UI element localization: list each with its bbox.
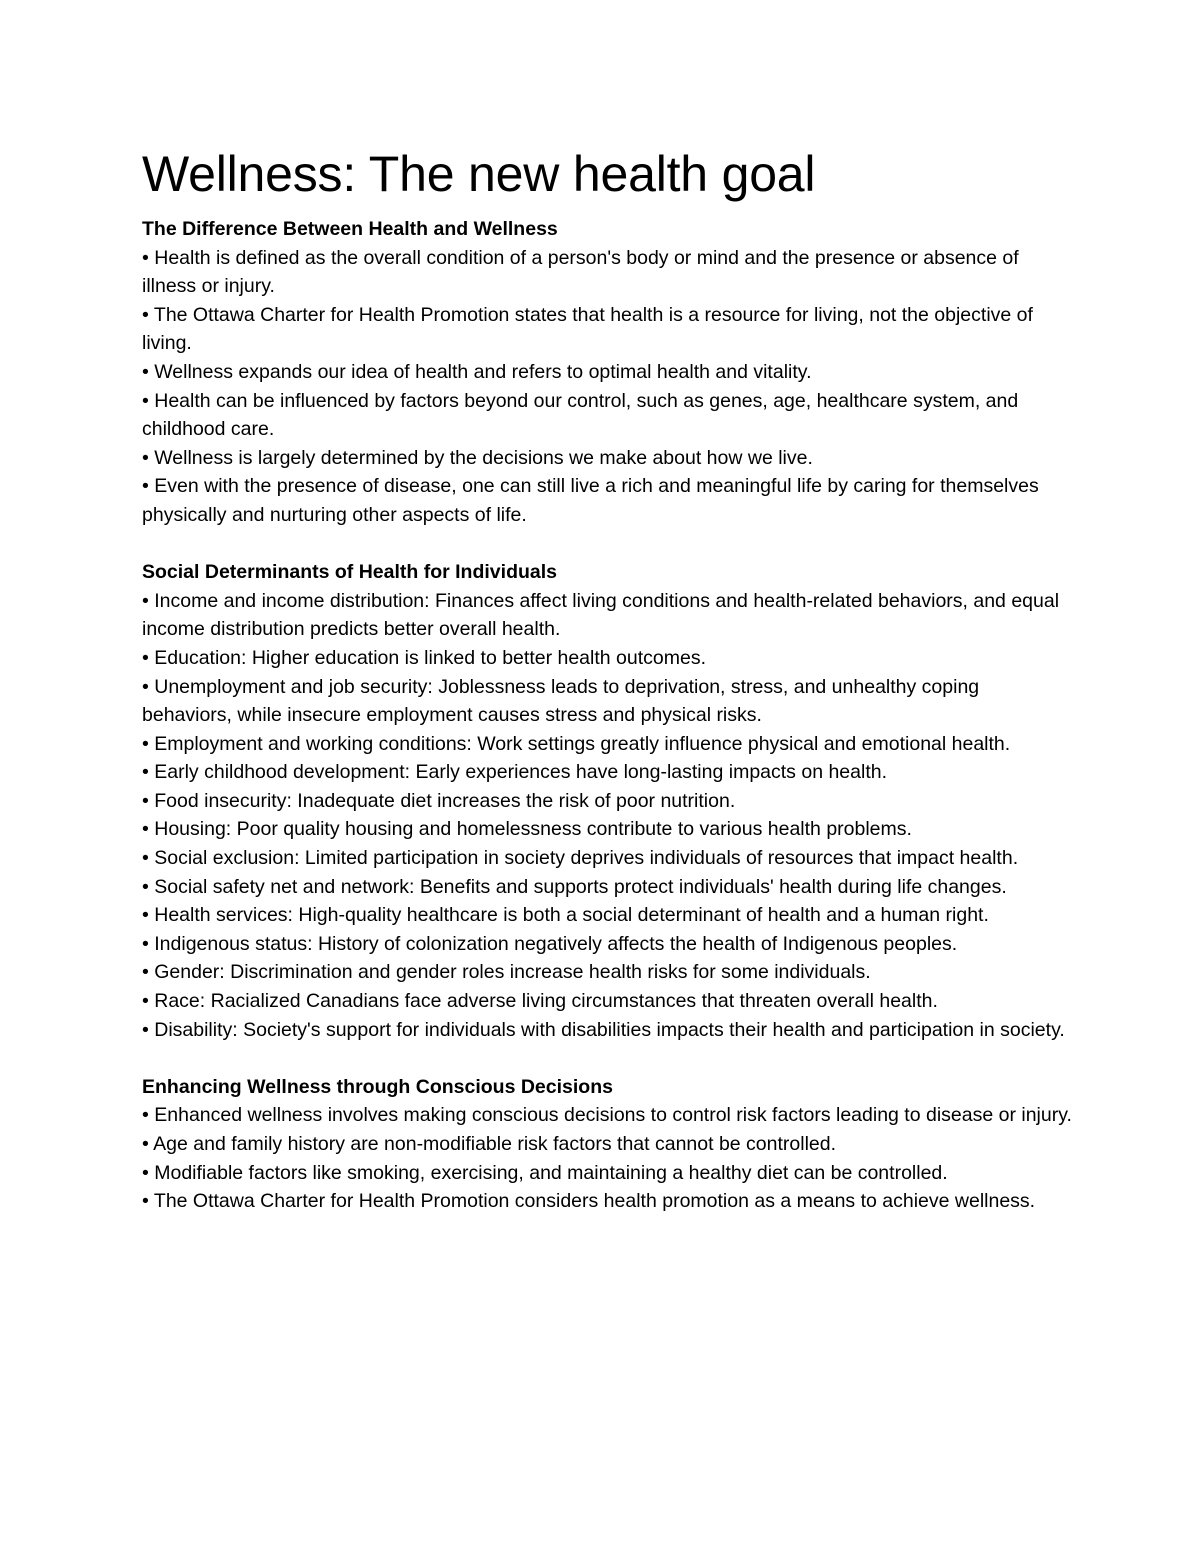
- list-item: [142, 958, 1072, 987]
- list-item: [142, 1101, 1072, 1130]
- list-item: [142, 1016, 1072, 1045]
- bullet-icon: •: [142, 990, 155, 1013]
- list-item: [142, 930, 1072, 959]
- bullet-icon: •: [142, 589, 155, 612]
- list-item: [142, 987, 1072, 1016]
- bullet-icon: •: [142, 246, 155, 269]
- bullet-list: [142, 587, 1072, 1045]
- list-item-text: Wellness expands our idea of health and refers to optimal health and vitality.: [154, 360, 812, 383]
- list-item-text: Social exclusion: Limited participation in society deprives individuals of resources that impact health.: [154, 847, 1019, 870]
- section-heading: Enhancing Wellness through Conscious Decisions: [142, 1075, 613, 1098]
- bullet-icon: •: [142, 1104, 155, 1127]
- bullet-icon: •: [142, 303, 154, 326]
- list-item-text: Unemployment and job security: Joblessness leads to deprivation, stress, and unhealthy coping behaviors, while insecure employment causes stress and physical risks.: [142, 675, 980, 727]
- bullet-icon: •: [142, 675, 155, 698]
- list-item-text: Food insecurity: Inadequate diet increases the risk of poor nutrition.: [154, 789, 736, 812]
- bullet-icon: •: [142, 1190, 154, 1213]
- bullet-icon: •: [142, 847, 155, 870]
- list-item-text: Gender: Discrimination and gender roles increase health risks for some individuals.: [154, 961, 871, 984]
- list-item: [142, 644, 1072, 673]
- list-item-text: Health can be influenced by factors beyond our control, such as genes, age, healthcare system, and childhood care.: [142, 389, 1019, 441]
- bullet-icon: •: [142, 818, 155, 841]
- bullet-list: [142, 1101, 1072, 1215]
- list-item-text: Enhanced wellness involves making conscious decisions to control risk factors leading to disease or injury.: [154, 1104, 1072, 1127]
- bullet-icon: •: [142, 360, 155, 383]
- list-item-text: Even with the presence of disease, one can still live a rich and meaningful life by caring for themselves physically and nurturing other aspects of life.: [142, 475, 1039, 526]
- bullet-icon: •: [142, 646, 155, 669]
- bullet-icon: •: [142, 1133, 154, 1155]
- list-item: [142, 1187, 1072, 1216]
- list-item-text: Wellness is largely determined by the decisions we make about how we live.: [154, 446, 813, 469]
- list-item: [142, 472, 1072, 529]
- list-item: [142, 358, 1072, 387]
- list-item-text: Age and family history are non-modifiable risk factors that cannot be controlled.: [153, 1133, 837, 1155]
- list-item-text: Income and income distribution: Finances affect living conditions and health-related behaviors, and equal income distribution predicts better overall health.: [142, 589, 1060, 641]
- list-item: [142, 873, 1072, 902]
- bullet-icon: •: [142, 904, 155, 927]
- list-item-text: Modifiable factors like smoking, exercising, and maintaining a healthy diet can be controlled.: [154, 1161, 948, 1184]
- list-item: [142, 758, 1072, 787]
- bullet-icon: •: [142, 1161, 155, 1184]
- list-item-text: The Ottawa Charter for Health Promotion states that health is a resource for living, not the objective of living.: [142, 303, 1033, 355]
- list-item: [142, 844, 1072, 873]
- list-item: [142, 730, 1072, 759]
- list-item-text: Early childhood development: Early experiences have long-lasting impacts on health.: [154, 761, 888, 784]
- bullet-icon: •: [142, 475, 155, 498]
- list-item: [142, 301, 1072, 358]
- section-heading: Social Determinants of Health for Individuals: [142, 561, 557, 584]
- list-item: [142, 444, 1072, 473]
- document-title: Wellness: The new health goal: [142, 146, 816, 202]
- list-item: [142, 587, 1072, 644]
- bullet-icon: •: [142, 732, 155, 755]
- bullet-icon: •: [142, 1018, 155, 1041]
- bullet-icon: •: [142, 875, 155, 898]
- section-heading: The Difference Between Health and Wellness: [142, 218, 558, 240]
- section-spacer: [142, 530, 1072, 559]
- list-item-text: Health services: High-quality healthcare is both a social determinant of health and a human right.: [154, 904, 989, 927]
- bullet-list: [142, 244, 1072, 530]
- list-item: [142, 1130, 1072, 1159]
- list-item-text: Disability: Society's support for individuals with disabilities impacts their health and participation in society.: [154, 1018, 1065, 1041]
- section: [142, 1073, 1072, 1216]
- list-item: [142, 1159, 1072, 1188]
- list-item-text: Indigenous status: History of colonization negatively affects the health of Indigenous peoples.: [154, 932, 958, 955]
- bullet-icon: •: [142, 961, 155, 984]
- list-item-text: Education: Higher education is linked to better health outcomes.: [154, 646, 707, 669]
- list-item-text: Employment and working conditions: Work settings greatly influence physical and emotional health.: [154, 732, 1011, 755]
- list-item: [142, 901, 1072, 930]
- list-item: [142, 387, 1072, 444]
- section-spacer: [142, 1044, 1072, 1073]
- document-page: [142, 143, 1072, 1216]
- list-item-text: Race: Racialized Canadians face adverse living circumstances that threaten overall health.: [154, 990, 938, 1013]
- list-item-text: Health is defined as the overall condition of a person's body or mind and the presence or absence of illness or injury.: [142, 246, 1019, 298]
- bullet-icon: •: [142, 446, 155, 469]
- bullet-icon: •: [142, 789, 155, 812]
- list-item: [142, 815, 1072, 844]
- list-item: [142, 787, 1072, 816]
- list-item-text: The Ottawa Charter for Health Promotion considers health promotion as a means to achieve wellness.: [153, 1190, 1036, 1213]
- bullet-icon: •: [142, 932, 155, 955]
- bullet-icon: •: [142, 389, 155, 412]
- document-body: [142, 215, 1072, 1216]
- section: [142, 558, 1072, 1044]
- section: [142, 215, 1072, 530]
- list-item-text: Social safety net and network: Benefits and supports protect individuals' health during life changes.: [154, 875, 1007, 898]
- list-item-text: Housing: Poor quality housing and homelessness contribute to various health problems.: [154, 818, 912, 841]
- bullet-icon: •: [142, 761, 155, 784]
- list-item: [142, 244, 1072, 301]
- list-item: [142, 673, 1072, 730]
